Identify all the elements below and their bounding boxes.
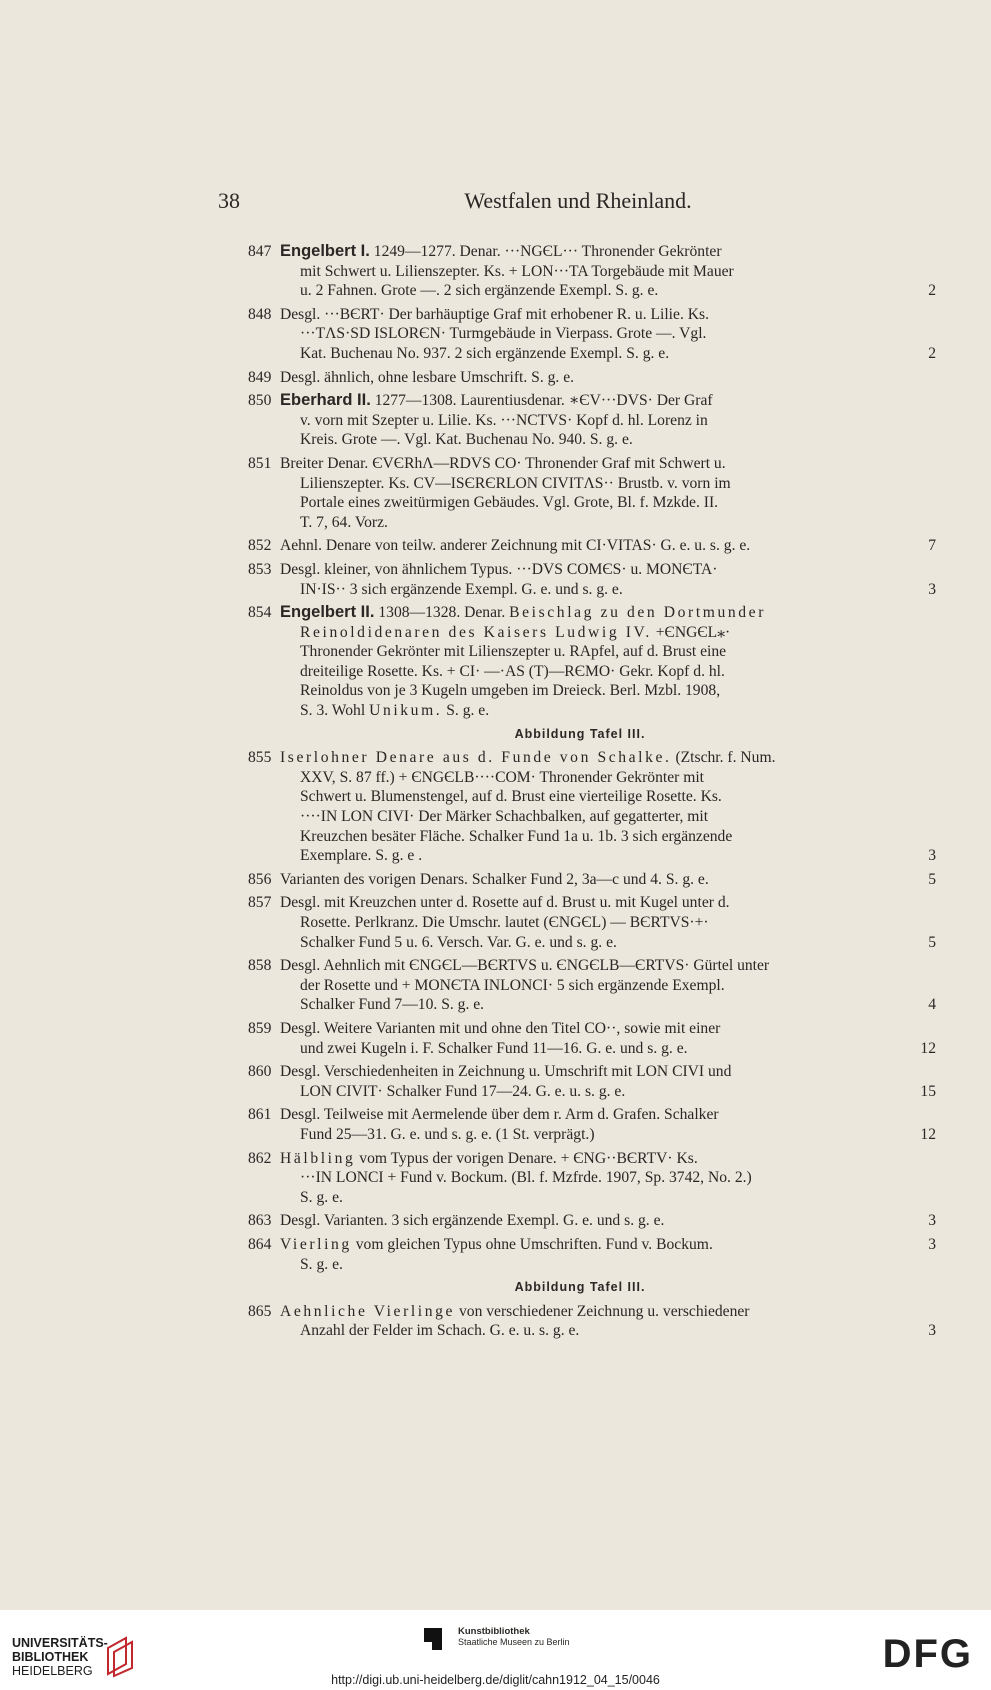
entry-text: v. vorn mit Szepter u. Lilie. Ks. ···NCTVS· Kopf d. hl. Lorenz in [300,411,708,429]
entry-text: von verschiedener Zeichnung u. verschiedener [458,1302,750,1320]
entry-863 [224,1211,936,1231]
entry-number: 862 [248,1149,272,1167]
entry-quantity: 5 [928,870,936,888]
entry-number: 861 [248,1106,272,1124]
entry-text: dreiteilige Rosette. Ks. + CI· —·AS (T)—RЄMO· Gekr. Kopf d. hl. [300,662,725,680]
entry-text: LON CIVIT· Schalker Fund 17—24. G. e. u. s. g. e. [300,1082,626,1100]
spaced-text: Reinoldidenaren des Kaisers Ludwig IV. [300,623,652,641]
kunstbibliothek-logo[interactable] [424,1626,624,1666]
entry-text: Portale eines zweitürmigen Gebäudes. Vgl. Grote, Bl. f. Mzkde. II. [300,494,719,512]
entry-text: Varianten des vorigen Denars. Schalker Fund 2, 3a—c und 4. S. g. e. [280,870,709,888]
entry-number: 847 [248,243,272,260]
entry-text: u. 2 Fahnen. Grote —. 2 sich ergänzende Exempl. S. g. e. [300,282,659,300]
entry-852 [224,536,936,556]
entry-text: Schalker Fund 7—10. S. g. e. [300,996,485,1014]
entry-text: S. g. e. [446,702,490,720]
entry-number: 859 [248,1019,272,1037]
entry-text: 1249—1277. Denar. ···NGЄL··· Thronender Gekrönter [373,243,722,260]
entry-text: S. 3. Wohl [300,702,366,720]
entry-text: Lilienszepter. Ks. CV—ISЄRЄRLON CIVITΛS·· Brustb. v. vorn im [300,474,731,492]
entry-text: ···TΛS·SD ISLORЄN· Turmgebäude in Vierpass. Grote —. Vgl. [300,325,707,343]
ruler-name: Engelbert I. [280,242,370,260]
entry-number: 850 [248,392,272,410]
entry-quantity: 3 [928,1212,936,1230]
kb-subtitle: Staatliche Museen zu Berlin [458,1637,570,1647]
entry-864 [224,1235,936,1274]
entry-text: Exemplare. S. g. e . [300,847,423,865]
entry-text: Desgl. Weitere Varianten mit und ohne den Titel CO··, sowie mit einer [280,1019,721,1037]
entry-849 [224,368,936,388]
entry-854 [224,603,936,721]
entry-quantity: 2 [928,282,936,300]
entry-quantity: 12 [920,1039,936,1057]
spaced-text: Hälbling [280,1149,356,1167]
entry-number: 848 [248,305,272,323]
entry-number: 855 [248,749,272,767]
entry-text: Kat. Buchenau No. 937. 2 sich ergänzende Exempl. S. g. e. [300,344,670,362]
entry-text: 1277—1308. Laurentiusdenar. ∗ЄV···DVS· Der Graf [374,392,713,410]
entry-848 [224,305,936,364]
entry-quantity: 3 [928,580,936,598]
entry-text: Desgl. Aehnlich mit ЄNGЄL—BЄRTVS u. ЄNGЄLB—ЄRTVS· Gürtel unter [280,957,770,975]
entry-text: Schalker Fund 5 u. 6. Versch. Var. G. e. und s. g. e. [300,933,617,951]
entry-861 [224,1105,936,1144]
entry-text: der Rosette und + MONЄTA INLONCI· 5 sich ergänzende Exempl. [300,976,725,994]
entry-text: Anzahl der Felder im Schach. G. e. u. s. g. e. [300,1322,580,1340]
entry-text: Kreis. Grote —. Vgl. Kat. Buchenau No. 940. S. g. e. [300,431,633,449]
entry-text: 1308—1328. Denar. [378,604,506,622]
entry-857 [224,893,936,952]
entry-number: 854 [248,604,272,622]
entry-number: 852 [248,537,272,555]
entry-text: Schwert u. Blumenstengel, auf d. Brust eine vierteilige Rosette. Ks. [300,788,722,806]
page-number: 38 [218,188,240,213]
spaced-text: Aehnliche Vierlinge [280,1302,456,1320]
entry-number: 851 [248,454,272,472]
entry-quantity: 3 [928,1322,936,1340]
entry-853 [224,560,936,599]
entry-number: 849 [248,368,272,386]
spaced-text: Unikum. [369,702,443,720]
entry-text: Desgl. Verschiedenheiten in Zeichnung u. Umschrift mit LON CIVI und [280,1063,732,1081]
logo-text: HEIDELBERG [12,1664,93,1678]
entry-text: IN·IS·· 3 sich ergänzende Exempl. G. e. und s. g. e. [300,580,623,598]
entry-856 [224,870,936,890]
entry-quantity: 12 [920,1125,936,1143]
page-header [218,188,938,218]
entry-quantity: 5 [928,933,936,951]
spaced-text: Iserlohner Denare aus d. Funde von Schalke. [280,749,672,767]
entry-quantity: 7 [928,537,936,555]
entry-text: Desgl. Varianten. 3 sich ergänzende Exempl. G. e. und s. g. e. [280,1212,665,1230]
entry-text: Desgl. mit Kreuzchen unter d. Rosette auf d. Brust u. mit Kugel unter d. [280,894,730,912]
entry-text: ····IN LON CIVI· Der Märker Schachbalken, auf gegatterter, mit [300,808,709,826]
spaced-text: Vierling [280,1235,352,1253]
entry-text: Kreuzchen besäter Fläche. Schalker Fund 1a u. 1b. 3 sich ergänzende [300,827,733,845]
entry-number: 860 [248,1063,272,1081]
entry-quantity: 3 [928,1235,936,1253]
entry-855 [224,748,936,866]
entry-number: 863 [248,1212,272,1230]
entry-860 [224,1062,936,1101]
page-title: Westfalen und Rheinland. [464,188,692,213]
logo-text: UNIVERSITÄTS- [12,1636,108,1650]
library-mark-icon [104,1634,138,1678]
entry-text: Fund 25—31. G. e. und s. g. e. (1 St. verprägt.) [300,1125,595,1143]
source-url[interactable]: http://digi.ub.uni-heidelberg.de/diglit/cahn1912_04_15/0046 [331,1673,660,1687]
entry-text: Desgl. kleiner, von ähnlichem Typus. ···DVS COMЄS· u. MONЄTA· [280,560,718,578]
entry-859 [224,1019,936,1058]
entry-text: vom Typus der vorigen Denare. + ЄNG··BЄRTV· Ks. [359,1149,698,1167]
entry-865 [224,1302,936,1341]
entry-text: S. g. e. [300,1188,343,1206]
entry-text: +ЄNGЄL⁎· [655,623,731,641]
entry-text: Reinoldus von je 3 Kugeln umgeben im Dreieck. Berl. Mzbl. 1908, [300,682,721,700]
entry-text: Breiter Denar. ЄVЄRhΛ—RDVS CO· Thronender Graf mit Schwert u. [280,454,726,472]
entry-text: Rosette. Perlkranz. Die Umschr. lautet (ЄNGЄL) — BЄRTVS·+· [300,914,709,931]
spaced-text: Beischlag zu den Dortmunder [509,604,766,622]
entry-number: 857 [248,894,272,912]
entry-quantity: 4 [928,996,936,1014]
entry-quantity: 15 [920,1082,936,1100]
entry-number: 856 [248,870,272,888]
plate-caption: Abbildung Tafel III. [514,1280,646,1295]
entry-text: T. 7, 64. Vorz. [300,513,388,531]
entry-text: XXV, S. 87 ff.) + ЄNGЄLB····COM· Thronender Gekrönter mit [300,768,705,786]
logo-text: BIBLIOTHEK [12,1650,89,1664]
entry-text: und zwei Kugeln i. F. Schalker Fund 11—16. G. e. und s. g. e. [300,1039,688,1057]
ruler-name: Eberhard II. [280,391,371,410]
entry-847 [224,242,936,301]
entry-number: 858 [248,957,272,975]
entry-text: Aehnl. Denare von teilw. anderer Zeichnung mit CI·VITAS· G. e. u. s. g. e. [280,537,751,555]
entry-text: (Ztschr. f. Num. [675,749,776,767]
entry-text: Desgl. ähnlich, ohne lesbare Umschrift. S. g. e. [280,368,575,386]
university-library-logo[interactable] [12,1636,108,1678]
dfg-logo[interactable]: DFG [882,1632,973,1676]
entry-text: mit Schwert u. Lilienszepter. Ks. + LON···TA Torgebäude mit Mauer [300,262,734,280]
entry-text: Desgl. Teilweise mit Aermelende über dem r. Arm d. Grafen. Schalker [280,1106,719,1124]
entry-number: 864 [248,1235,272,1253]
catalogue-entries [224,242,936,1345]
entry-quantity: 3 [928,847,936,865]
entry-862 [224,1149,936,1208]
entry-text: ···IN LONCI + Fund v. Bockum. (Bl. f. Mzfrde. 1907, Sp. 3742, No. 2.) [300,1169,752,1187]
viewer-footer [0,1610,991,1690]
entry-text: vom gleichen Typus ohne Umschriften. Fund v. Bockum. [355,1235,713,1253]
entry-text: Desgl. ···BЄRT· Der barhäuptige Graf mit erhobener R. u. Lilie. Ks. [280,305,709,323]
ruler-name: Engelbert II. [280,603,375,622]
plate-caption: Abbildung Tafel III. [514,726,646,741]
entry-851 [224,454,936,532]
museum-mark-icon [424,1626,446,1650]
entry-858 [224,956,936,1015]
kb-title: Kunstbibliothek [458,1626,530,1637]
entry-text: Thronender Gekrönter mit Lilienszepter u. RApfel, auf d. Brust eine [300,643,727,661]
entry-text: S. g. e. [300,1255,343,1273]
entry-number: 853 [248,560,272,578]
entry-quantity: 2 [928,344,936,362]
entry-number: 865 [248,1302,272,1320]
entry-850 [224,391,936,450]
